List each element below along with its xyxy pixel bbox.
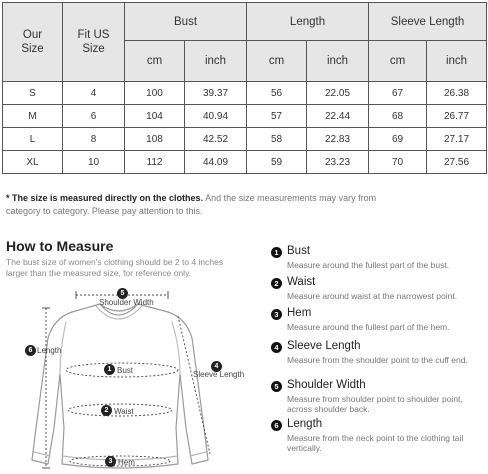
table-row — [3, 82, 487, 105]
hem-number-icon: 3 — [271, 309, 282, 320]
header-sleeve-length: Sleeve Length — [369, 3, 487, 41]
cell-size: L — [3, 128, 63, 151]
header-our-size: Our Size — [3, 3, 63, 82]
cell-size: XL — [3, 151, 63, 174]
header-unit-cm: cm — [369, 41, 427, 82]
cell-length-cm: 59 — [247, 151, 307, 174]
cell-us-size: 8 — [63, 128, 125, 151]
how-to-measure-description: The bust size of women's clothing should be 2 to 4 inches larger than the measured size, for reference only. — [6, 257, 224, 278]
cell-bust-inch: 39.37 — [185, 82, 247, 105]
cell-length-cm: 57 — [247, 105, 307, 128]
length-number-icon: 6 — [271, 420, 282, 431]
waist-number-icon: 2 — [101, 405, 112, 416]
cell-bust-inch: 42.52 — [185, 128, 247, 151]
sleeve-length-number-icon: 4 — [271, 342, 282, 353]
cell-bust-cm: 108 — [125, 128, 185, 151]
header-unit-inch: inch — [427, 41, 487, 82]
how-to-measure-title: How to Measure — [6, 238, 114, 254]
legend-title: Length — [287, 418, 323, 430]
header-bust: Bust — [125, 3, 247, 41]
cell-length-inch: 22.05 — [307, 82, 369, 105]
cell-sleeve-cm: 69 — [369, 128, 427, 151]
cell-us-size: 10 — [63, 151, 125, 174]
cell-sleeve-inch: 26.38 — [427, 82, 487, 105]
cell-length-inch: 23.23 — [307, 151, 369, 174]
cell-sleeve-inch: 27.17 — [427, 128, 487, 151]
cell-length-inch: 22.83 — [307, 128, 369, 151]
legend-description: Measure from the neck point to the clothing tail vertically. — [287, 433, 464, 453]
legend-title: Bust — [287, 245, 311, 257]
shoulder-width-number-icon: 5 — [117, 288, 128, 299]
cell-bust-cm: 112 — [125, 151, 185, 174]
table-row — [3, 151, 487, 174]
legend-description: Measure from the shoulder point to the cuff end. — [287, 355, 468, 365]
length-label: Length — [37, 346, 62, 355]
header-length: Length — [247, 3, 369, 41]
size-note-text: And the size measurements may vary from category to category. Please pay attention to this. — [6, 193, 377, 216]
cell-bust-cm: 104 — [125, 105, 185, 128]
cell-length-inch: 22.44 — [307, 105, 369, 128]
size-chart-table — [2, 2, 487, 174]
legend-description: Measure around the fullest part of the hem. — [287, 322, 450, 332]
table-row — [3, 105, 487, 128]
legend-title: Waist — [287, 276, 316, 288]
legend-title: Hem — [287, 307, 312, 319]
sleeve-length-number-icon: 4 — [211, 361, 222, 372]
legend-description: Measure from shoulder point to shoulder point, across shoulder back. — [287, 394, 463, 414]
cell-sleeve-inch: 26.77 — [427, 105, 487, 128]
cell-us-size: 6 — [63, 105, 125, 128]
header-unit-inch: inch — [307, 41, 369, 82]
table-row — [3, 128, 487, 151]
sweater-measurement-diagram — [0, 278, 260, 474]
legend-title: Shoulder Width — [287, 379, 366, 391]
cell-length-cm: 56 — [247, 82, 307, 105]
waist-number-icon: 2 — [271, 278, 282, 289]
cell-length-cm: 58 — [247, 128, 307, 151]
waist-label: Waist — [114, 407, 134, 416]
cell-sleeve-cm: 67 — [369, 82, 427, 105]
shoulder-width-number-icon: 5 — [271, 381, 282, 392]
legend-title: Sleeve Length — [287, 340, 361, 352]
header-unit-inch: inch — [185, 41, 247, 82]
cell-us-size: 4 — [63, 82, 125, 105]
cell-bust-cm: 100 — [125, 82, 185, 105]
header-fit-us-size: Fit US Size — [63, 3, 125, 82]
bust-number-icon: 1 — [104, 364, 115, 375]
header-unit-cm: cm — [247, 41, 307, 82]
legend-description: Measure around waist at the narrowest point. — [287, 291, 458, 301]
size-note — [6, 192, 386, 217]
cell-bust-inch: 44.09 — [185, 151, 247, 174]
bust-label: Bust — [117, 366, 134, 375]
cell-sleeve-cm: 70 — [369, 151, 427, 174]
bust-number-icon: 1 — [271, 247, 282, 258]
cell-size: M — [3, 105, 63, 128]
hem-number-icon: 3 — [105, 456, 116, 467]
cell-sleeve-cm: 68 — [369, 105, 427, 128]
hem-label: Hem — [118, 458, 135, 467]
cell-bust-inch: 40.94 — [185, 105, 247, 128]
length-number-icon: 6 — [25, 345, 36, 356]
size-note-emphasis: * The size is measured directly on the clothes. — [6, 193, 204, 203]
legend-description: Measure around the fullest part of the bust. — [287, 260, 450, 270]
shoulder-width-label: Shoulder Width — [99, 298, 154, 307]
sleeve-length-label: Sleeve Length — [193, 370, 245, 379]
cell-size: S — [3, 82, 63, 105]
header-unit-cm: cm — [125, 41, 185, 82]
cell-sleeve-inch: 27.56 — [427, 151, 487, 174]
